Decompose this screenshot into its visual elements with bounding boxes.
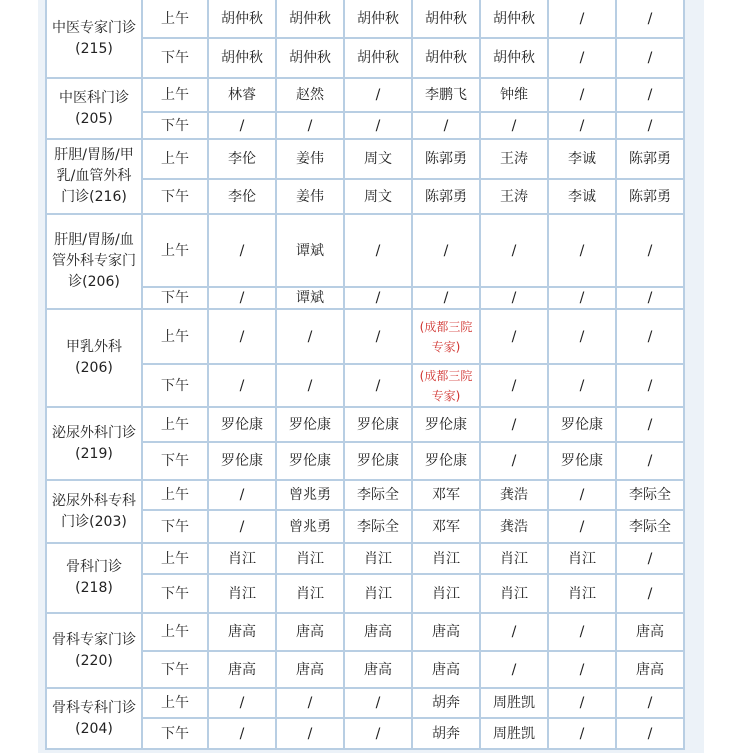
table-row xyxy=(46,613,684,651)
doctor-cell: / xyxy=(548,287,616,309)
table-row xyxy=(46,38,684,78)
doctor-cell: / xyxy=(412,112,480,139)
doctor-cell: / xyxy=(548,364,616,407)
doctor-cell: 王涛 xyxy=(480,179,548,214)
department-label-line: 诊(206) xyxy=(68,274,120,290)
doctor-cell: 李诚 xyxy=(548,139,616,179)
doctor-cell: / xyxy=(208,112,276,139)
doctor-cell: 陈郭勇 xyxy=(616,139,684,179)
department-cell xyxy=(46,0,142,78)
doctor-cell: / xyxy=(548,78,616,112)
department-label-line: (219) xyxy=(75,445,113,462)
doctor-cell: / xyxy=(548,309,616,364)
doctor-cell: 胡仲秋 xyxy=(208,0,276,38)
doctor-cell: / xyxy=(480,309,548,364)
table-row xyxy=(46,287,684,309)
doctor-cell: / xyxy=(208,480,276,510)
department-label-line: 肝胆/胃肠/甲 xyxy=(54,147,134,163)
doctor-cell: 罗伦康 xyxy=(208,442,276,480)
doctor-cell: / xyxy=(548,510,616,543)
doctor-cell: 罗伦康 xyxy=(412,407,480,442)
doctor-cell: 龚浩 xyxy=(480,480,548,510)
time-slot-cell: 下午 xyxy=(142,112,208,139)
doctor-cell: 肖江 xyxy=(548,543,616,574)
doctor-cell: / xyxy=(480,214,548,287)
department-label-line: (206) xyxy=(75,360,113,376)
department-label-line: 甲乳外科 xyxy=(66,339,122,355)
time-slot-cell: 下午 xyxy=(142,38,208,78)
table-row xyxy=(46,543,684,574)
doctor-cell: / xyxy=(208,718,276,749)
time-slot-cell: 上午 xyxy=(142,309,208,364)
department-label-line: 肝胆/胃肠/血 xyxy=(54,232,134,248)
table-row xyxy=(46,407,684,442)
table-row xyxy=(46,309,684,364)
doctor-cell: 唐高 xyxy=(208,651,276,688)
doctor-cell: 唐高 xyxy=(412,651,480,688)
table-row xyxy=(46,718,684,749)
department-label-line: (205) xyxy=(75,110,113,127)
department-cell xyxy=(46,214,142,309)
doctor-cell: / xyxy=(616,574,684,613)
table-row xyxy=(46,651,684,688)
doctor-cell: 龚浩 xyxy=(480,510,548,543)
time-slot-cell: 下午 xyxy=(142,651,208,688)
department-label-line: 门诊(203) xyxy=(61,513,127,530)
doctor-cell: 李际全 xyxy=(616,480,684,510)
department-label-line: 中医专家门诊 xyxy=(52,19,136,36)
time-slot-cell: 上午 xyxy=(142,139,208,179)
doctor-cell: / xyxy=(344,364,412,407)
table-row xyxy=(46,442,684,480)
doctor-cell: 肖江 xyxy=(412,574,480,613)
doctor-cell: 胡仲秋 xyxy=(344,38,412,78)
doctor-cell: 胡仲秋 xyxy=(412,38,480,78)
doctor-cell: 陈郭勇 xyxy=(412,179,480,214)
department-label-line: 管外科专家门 xyxy=(52,253,136,269)
doctor-cell: 周文 xyxy=(344,139,412,179)
doctor-cell: 曾兆勇 xyxy=(276,480,344,510)
doctor-cell: / xyxy=(208,364,276,407)
doctor-cell: / xyxy=(548,38,616,78)
doctor-cell: 罗伦康 xyxy=(344,407,412,442)
doctor-cell: / xyxy=(480,651,548,688)
doctor-note-cell xyxy=(412,364,480,407)
doctor-cell: / xyxy=(616,364,684,407)
doctor-cell: / xyxy=(412,214,480,287)
doctor-cell: 姜伟 xyxy=(276,179,344,214)
doctor-cell: / xyxy=(208,309,276,364)
department-label-line: (218) xyxy=(75,580,113,596)
department-label-line: 中医科门诊 xyxy=(59,89,129,106)
table-row xyxy=(46,510,684,543)
doctor-cell: 钟维 xyxy=(480,78,548,112)
doctor-cell: 肖江 xyxy=(480,543,548,574)
doctor-cell: 罗伦康 xyxy=(276,407,344,442)
doctor-cell: / xyxy=(344,214,412,287)
doctor-cell: 肖江 xyxy=(276,543,344,574)
doctor-note-line: 专家) xyxy=(431,388,461,403)
department-cell xyxy=(46,309,142,407)
department-label-line: 乳/血管外科 xyxy=(56,168,132,184)
doctor-cell: 李伦 xyxy=(208,179,276,214)
doctor-cell: 肖江 xyxy=(344,543,412,574)
department-cell xyxy=(46,543,142,613)
doctor-cell: 肖江 xyxy=(276,574,344,613)
doctor-cell: / xyxy=(616,112,684,139)
department-label-line: (204) xyxy=(75,720,113,737)
department-label-line: 门诊(216) xyxy=(61,189,127,205)
table-row xyxy=(46,574,684,613)
department-label-line: (220) xyxy=(75,652,113,669)
doctor-cell: / xyxy=(548,480,616,510)
table-row xyxy=(46,364,684,407)
department-label-line: 骨科专家门诊 xyxy=(52,631,136,648)
doctor-cell: 谭斌 xyxy=(276,214,344,287)
table-row xyxy=(46,112,684,139)
doctor-cell: / xyxy=(548,0,616,38)
doctor-cell: 肖江 xyxy=(208,574,276,613)
doctor-cell: 邓军 xyxy=(412,480,480,510)
department-label-line: 骨科门诊 xyxy=(66,559,122,575)
table-row xyxy=(46,214,684,287)
table-row xyxy=(46,0,684,38)
doctor-cell: / xyxy=(208,287,276,309)
doctor-cell: 罗伦康 xyxy=(276,442,344,480)
department-cell xyxy=(46,480,142,543)
doctor-cell: / xyxy=(276,364,344,407)
doctor-cell: / xyxy=(344,78,412,112)
doctor-cell: 李际全 xyxy=(616,510,684,543)
doctor-note-line: (成都三院 xyxy=(419,319,473,334)
doctor-cell: / xyxy=(412,287,480,309)
doctor-note-line: 专家) xyxy=(431,339,461,354)
doctor-cell: / xyxy=(548,613,616,651)
department-cell xyxy=(46,688,142,749)
doctor-cell: 唐高 xyxy=(344,651,412,688)
doctor-cell: 胡仲秋 xyxy=(276,38,344,78)
doctor-cell: 唐高 xyxy=(344,613,412,651)
doctor-cell: 肖江 xyxy=(412,543,480,574)
doctor-cell: / xyxy=(616,78,684,112)
time-slot-cell: 下午 xyxy=(142,442,208,480)
doctor-cell: / xyxy=(616,214,684,287)
table-row xyxy=(46,688,684,718)
doctor-cell: / xyxy=(480,442,548,480)
doctor-cell: 曾兆勇 xyxy=(276,510,344,543)
table-row xyxy=(46,480,684,510)
time-slot-cell: 上午 xyxy=(142,407,208,442)
doctor-cell: / xyxy=(344,309,412,364)
schedule-body xyxy=(46,0,684,749)
doctor-cell: 周文 xyxy=(344,179,412,214)
doctor-cell: 肖江 xyxy=(208,543,276,574)
doctor-cell: 胡仲秋 xyxy=(276,0,344,38)
doctor-cell: 胡仲秋 xyxy=(480,38,548,78)
department-label-line: (215) xyxy=(75,40,113,57)
time-slot-cell: 下午 xyxy=(142,287,208,309)
doctor-cell: / xyxy=(548,718,616,749)
doctor-note-cell xyxy=(412,309,480,364)
doctor-cell: 李鹏飞 xyxy=(412,78,480,112)
doctor-cell: 唐高 xyxy=(208,613,276,651)
doctor-cell: 胡仲秋 xyxy=(412,0,480,38)
department-cell xyxy=(46,139,142,214)
doctor-cell: 唐高 xyxy=(412,613,480,651)
doctor-cell: 肖江 xyxy=(344,574,412,613)
doctor-cell: / xyxy=(344,112,412,139)
doctor-cell: / xyxy=(480,364,548,407)
time-slot-cell: 上午 xyxy=(142,78,208,112)
table-row xyxy=(46,78,684,112)
doctor-cell: / xyxy=(208,214,276,287)
doctor-cell: 姜伟 xyxy=(276,139,344,179)
doctor-cell: / xyxy=(276,309,344,364)
doctor-cell: 周胜凯 xyxy=(480,688,548,718)
doctor-cell: 唐高 xyxy=(616,651,684,688)
doctor-cell: 赵然 xyxy=(276,78,344,112)
doctor-cell: / xyxy=(548,651,616,688)
doctor-cell: 周胜凯 xyxy=(480,718,548,749)
doctor-cell: / xyxy=(548,688,616,718)
table-row xyxy=(46,179,684,214)
doctor-cell: / xyxy=(616,543,684,574)
doctor-cell: / xyxy=(616,309,684,364)
time-slot-cell: 上午 xyxy=(142,613,208,651)
department-label-line: 骨科专科门诊 xyxy=(52,699,136,716)
time-slot-cell: 下午 xyxy=(142,510,208,543)
doctor-cell: / xyxy=(344,718,412,749)
doctor-cell: 陈郭勇 xyxy=(616,179,684,214)
doctor-cell: 罗伦康 xyxy=(344,442,412,480)
doctor-cell: 胡仲秋 xyxy=(344,0,412,38)
department-label-line: 泌尿外科专科 xyxy=(52,492,136,509)
doctor-cell: / xyxy=(208,510,276,543)
doctor-cell: 李际全 xyxy=(344,510,412,543)
doctor-cell: 胡奔 xyxy=(412,718,480,749)
schedule-table xyxy=(45,0,685,750)
doctor-cell: / xyxy=(616,407,684,442)
doctor-cell: 胡奔 xyxy=(412,688,480,718)
doctor-cell: 李际全 xyxy=(344,480,412,510)
doctor-cell: / xyxy=(276,112,344,139)
doctor-cell: 肖江 xyxy=(480,574,548,613)
time-slot-cell: 上午 xyxy=(142,688,208,718)
time-slot-cell: 下午 xyxy=(142,574,208,613)
department-label-line: 泌尿外科门诊 xyxy=(52,424,136,441)
doctor-cell: / xyxy=(480,287,548,309)
doctor-cell: / xyxy=(480,407,548,442)
doctor-cell: / xyxy=(548,214,616,287)
doctor-cell: / xyxy=(616,0,684,38)
doctor-cell: / xyxy=(616,688,684,718)
doctor-cell: 邓军 xyxy=(412,510,480,543)
time-slot-cell: 上午 xyxy=(142,214,208,287)
doctor-cell: / xyxy=(616,442,684,480)
doctor-cell: 胡仲秋 xyxy=(208,38,276,78)
table-row xyxy=(46,139,684,179)
time-slot-cell: 下午 xyxy=(142,179,208,214)
doctor-cell: / xyxy=(616,287,684,309)
doctor-cell: / xyxy=(616,38,684,78)
doctor-cell: 李伦 xyxy=(208,139,276,179)
time-slot-cell: 上午 xyxy=(142,543,208,574)
doctor-cell: 肖江 xyxy=(548,574,616,613)
doctor-cell: / xyxy=(344,287,412,309)
doctor-cell: 胡仲秋 xyxy=(480,0,548,38)
department-cell xyxy=(46,613,142,688)
department-cell xyxy=(46,78,142,139)
time-slot-cell: 上午 xyxy=(142,0,208,38)
doctor-cell: / xyxy=(208,688,276,718)
doctor-cell: 罗伦康 xyxy=(412,442,480,480)
doctor-cell: 唐高 xyxy=(276,613,344,651)
doctor-cell: / xyxy=(548,112,616,139)
doctor-cell: / xyxy=(344,688,412,718)
doctor-cell: 陈郭勇 xyxy=(412,139,480,179)
doctor-cell: / xyxy=(276,718,344,749)
doctor-cell: 唐高 xyxy=(616,613,684,651)
doctor-cell: 罗伦康 xyxy=(208,407,276,442)
doctor-cell: 罗伦康 xyxy=(548,442,616,480)
doctor-cell: 李诚 xyxy=(548,179,616,214)
doctor-cell: 罗伦康 xyxy=(548,407,616,442)
doctor-cell: 林睿 xyxy=(208,78,276,112)
doctor-cell: / xyxy=(616,718,684,749)
time-slot-cell: 下午 xyxy=(142,718,208,749)
doctor-cell: 王涛 xyxy=(480,139,548,179)
time-slot-cell: 下午 xyxy=(142,364,208,407)
doctor-cell: / xyxy=(276,688,344,718)
time-slot-cell: 上午 xyxy=(142,480,208,510)
doctor-cell: 谭斌 xyxy=(276,287,344,309)
doctor-cell: / xyxy=(480,613,548,651)
department-cell xyxy=(46,407,142,480)
doctor-cell: / xyxy=(480,112,548,139)
doctor-note-line: (成都三院 xyxy=(419,368,473,383)
doctor-cell: 唐高 xyxy=(276,651,344,688)
